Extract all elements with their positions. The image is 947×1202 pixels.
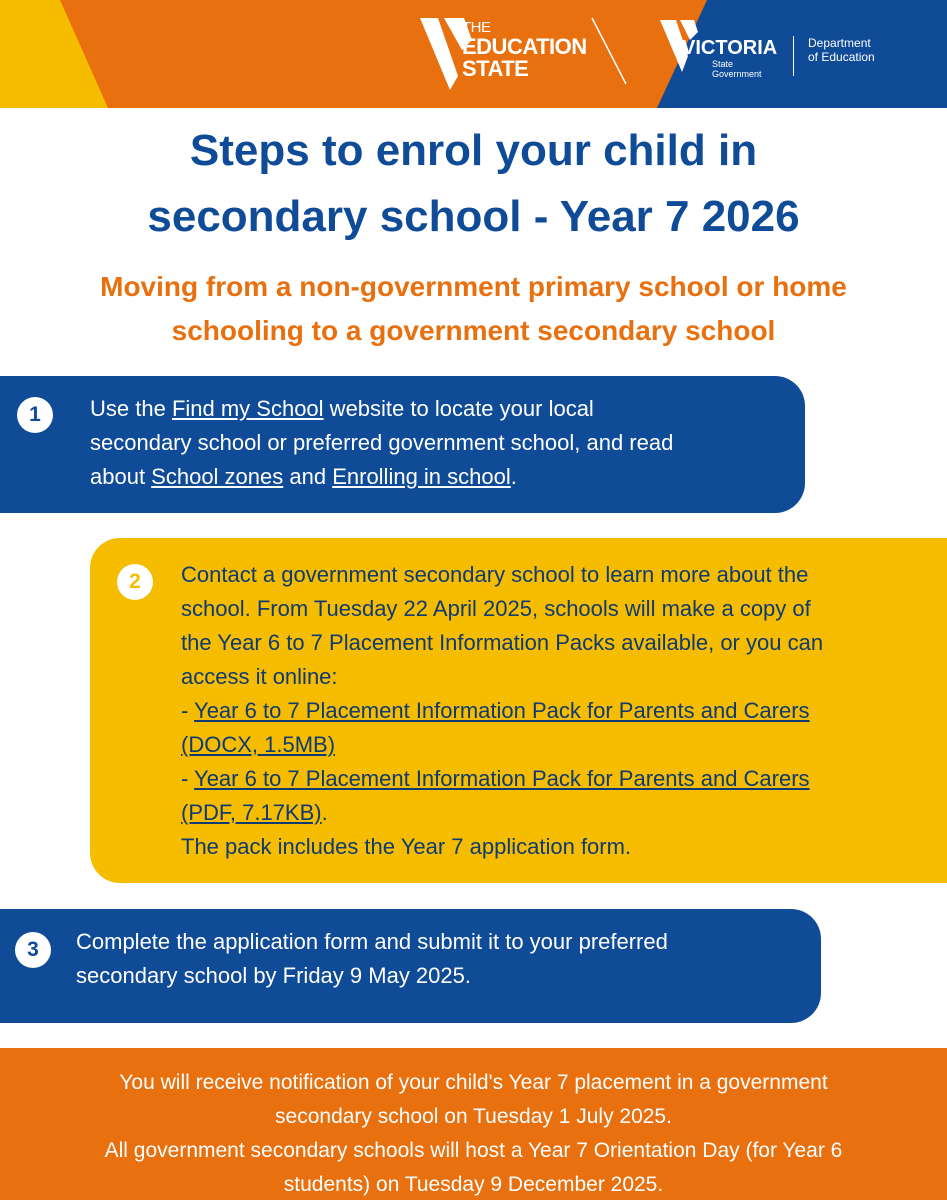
victoria-state: State — [712, 59, 734, 69]
step-1-text-part: . — [510, 464, 517, 489]
header-yellow-shape — [0, 0, 108, 108]
step-3-line2: secondary school by Friday 9 May 2025. — [76, 963, 471, 988]
find-my-school-link[interactable]: Find my School — [171, 396, 324, 421]
footer-line1: You will receive notification of your child's Year 7 placement in a government — [119, 1071, 828, 1094]
footer-banner — [0, 1048, 947, 1200]
subtitle-line2: schooling to a government secondary school — [171, 315, 776, 346]
step-2-line4: access it online: — [181, 664, 338, 689]
step-2-number: 2 — [117, 564, 153, 600]
education-state-logo — [420, 14, 640, 94]
step-1-text-part: about — [90, 464, 152, 489]
school-zones-link[interactable]: School zones — [151, 464, 284, 489]
enrolling-in-school-link[interactable]: Enrolling in school — [332, 464, 511, 489]
step-2-text — [181, 558, 823, 864]
page-title — [0, 118, 947, 250]
step-2-line9: The pack includes the Year 7 application form. — [181, 834, 632, 859]
step-2-text-part: . — [321, 800, 328, 825]
logo-the: THE — [462, 19, 491, 36]
logo-state: STATE — [462, 56, 529, 81]
logo-divider — [793, 36, 794, 76]
step-3-number: 3 — [15, 932, 51, 968]
footer-line3: All government secondary schools will host a Year 7 Orientation Day (for Year 6 — [104, 1139, 843, 1162]
step-3-line1: Complete the application form and submit it to your preferred — [76, 929, 668, 954]
step-1-panel — [0, 376, 805, 513]
victoria-logo — [660, 14, 800, 84]
step-2-line1: Contact a government secondary school to learn more about the — [181, 562, 809, 587]
step-1-line3 — [90, 460, 673, 494]
subtitle-line1: Moving from a non-government primary school or home — [100, 271, 847, 302]
step-1-text-part: Use the — [90, 396, 172, 421]
step-2-line8 — [181, 796, 823, 830]
placement-pack-pdf-link[interactable]: Year 6 to 7 Placement Information Pack for Parents and Carers — [194, 766, 810, 791]
step-2-panel — [90, 538, 947, 883]
step-2-text-part: - — [181, 698, 195, 723]
step-2-line6 — [181, 728, 823, 762]
logo-slash-icon — [590, 14, 630, 94]
step-1-line2: secondary school or preferred government school, and read — [90, 430, 674, 455]
step-2-line5 — [181, 694, 823, 728]
footer-line4: students) on Tuesday 9 December 2025. — [283, 1173, 664, 1196]
step-1-text-part: website to locate your local — [323, 396, 594, 421]
step-2-line2: school. From Tuesday 22 April 2025, schools will make a copy of — [181, 596, 811, 621]
logo-education: EDUCATION — [462, 34, 587, 59]
step-1-text — [90, 392, 673, 494]
title-line2: secondary school - Year 7 2026 — [147, 192, 800, 241]
page-subtitle — [0, 265, 947, 353]
step-3-panel — [0, 909, 821, 1023]
placement-pack-pdf-size-link[interactable]: (PDF, 7.17KB) — [181, 800, 322, 825]
victoria-government: Government — [712, 69, 762, 79]
step-2-line3: the Year 6 to 7 Placement Information Packs available, or you can — [181, 630, 824, 655]
step-2-line7 — [181, 762, 823, 796]
step-1-line1 — [90, 392, 673, 426]
department-line2: of Education — [808, 50, 875, 65]
victoria-wordmark: VICTORIA — [682, 37, 778, 59]
step-1-number: 1 — [17, 397, 53, 433]
footer-text — [0, 1066, 947, 1202]
header-banner — [0, 0, 947, 108]
title-line1: Steps to enrol your child in — [189, 126, 758, 175]
step-3-text — [76, 925, 668, 993]
department-line1: Department — [808, 36, 871, 50]
footer-line2: secondary school on Tuesday 1 July 2025. — [275, 1105, 672, 1128]
step-2-text-part: - — [181, 766, 195, 791]
placement-pack-docx-link[interactable]: Year 6 to 7 Placement Information Pack for Parents and Carers — [194, 698, 810, 723]
step-1-text-part: and — [283, 464, 333, 489]
placement-pack-docx-size-link[interactable]: (DOCX, 1.5MB) — [181, 732, 336, 757]
department-label — [808, 36, 918, 65]
